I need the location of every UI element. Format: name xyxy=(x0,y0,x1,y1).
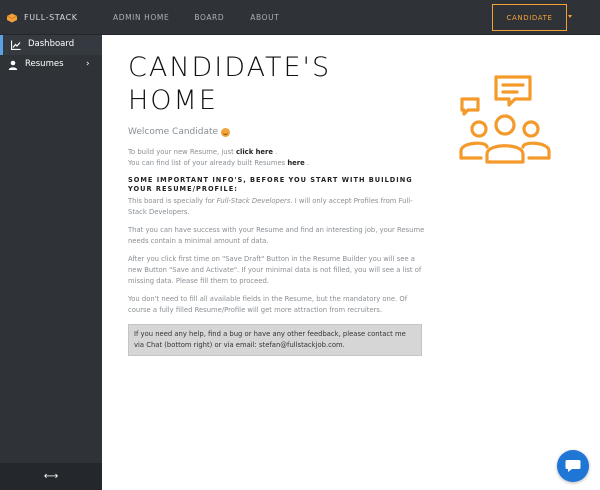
account-menu-button[interactable]: CANDIDATE xyxy=(492,4,567,31)
chat-bubble-icon xyxy=(565,459,581,473)
top-navbar xyxy=(0,0,600,35)
info-paragraph-1 xyxy=(128,196,428,218)
info-1-prefix: This board is specially for xyxy=(128,197,217,205)
page-title-line-1: CANDIDATE'S xyxy=(128,52,332,83)
brand-name: FULL-STACK xyxy=(24,13,78,22)
sidebar-item-resumes[interactable] xyxy=(0,55,102,75)
build-resume-suffix: . xyxy=(273,148,278,156)
page-title-line-2: HOME xyxy=(128,85,218,116)
chart-icon xyxy=(11,40,21,50)
chevron-right-icon: › xyxy=(86,59,90,69)
nav-admin-home[interactable]: ADMIN HOME xyxy=(113,13,170,22)
nav-board[interactable]: BOARD xyxy=(194,13,225,22)
sidebar-item-label: Resumes xyxy=(25,59,64,69)
collapse-icon: ⟷ xyxy=(43,471,59,482)
info-paragraph-4: You don't need to fill all available fields in the Resume, but the mandatory one. Of course a fully filled Resume/Profile will get more attraction from recruiters. xyxy=(128,295,408,314)
logo-icon xyxy=(6,13,18,23)
sidebar-item-dashboard[interactable] xyxy=(0,35,102,55)
welcome-text: Welcome Candidate xyxy=(128,127,219,137)
sidebar-toggle[interactable] xyxy=(0,463,102,490)
build-resume-text xyxy=(128,147,428,158)
chevron-down-icon[interactable] xyxy=(568,15,572,18)
resumes-here-link[interactable]: here xyxy=(287,159,305,167)
info-paragraph-3: After you click first time on "Save Draft" Button in the Resume Builder you will see a new Button "Save and Activate". If your minimal data is not filled, you will see a list of missing data. Please fill them to proceed. xyxy=(128,255,422,285)
main-nav xyxy=(113,0,279,35)
brand[interactable] xyxy=(6,0,78,35)
user-icon xyxy=(8,60,18,70)
help-callout: If you need any help, find a bug or have any other feedback, please contact me via Chat (bottom right) or via email: stefan@fullstackjob.com. xyxy=(128,324,422,356)
team-chat-illustration-icon xyxy=(459,75,551,165)
info-paragraph-2: That you can have success with your Resume and find an interesting job, your Resume needs contain a minimal amount of data. xyxy=(128,226,425,245)
resume-list-prefix: You can find list of your already built Resumes xyxy=(128,159,288,167)
chat-widget-button[interactable] xyxy=(557,450,589,482)
sidebar-item-label: Dashboard xyxy=(28,39,75,49)
nav-about[interactable]: ABOUT xyxy=(250,13,280,22)
resume-list-suffix: . xyxy=(304,159,310,167)
smile-emoji-icon xyxy=(221,128,230,137)
page-title xyxy=(128,51,388,117)
build-resume-prefix: To build your new Resume, just xyxy=(128,148,236,156)
main-content xyxy=(102,35,600,490)
info-1-emphasis: Full-Stack Developers xyxy=(216,197,291,205)
important-info-heading: SOME IMPORTANT INFO'S, BEFORE YOU START WITH BUILDING YOUR RESUME/PROFILE: xyxy=(128,176,413,193)
sidebar xyxy=(0,35,102,490)
click-here-link[interactable]: click here xyxy=(235,148,273,156)
resume-list-text xyxy=(128,158,428,169)
info-1-suffix: . I will only accept Profiles from Full-Stack Developers. xyxy=(128,197,413,216)
welcome-message xyxy=(128,127,230,137)
